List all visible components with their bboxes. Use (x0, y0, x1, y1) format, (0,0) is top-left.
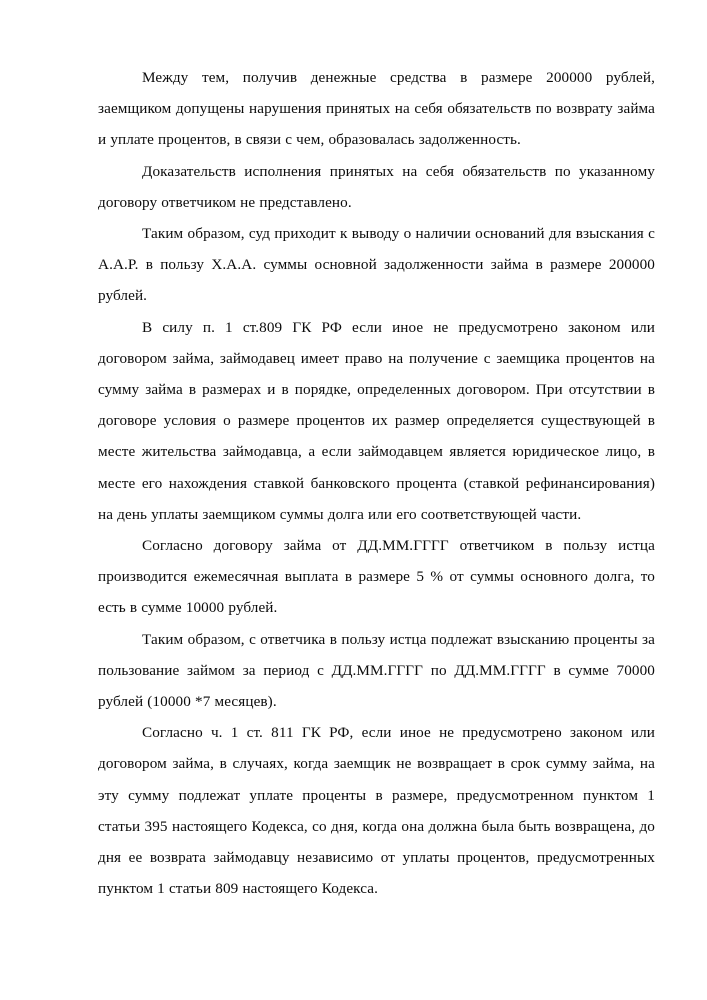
document-body (98, 62, 655, 904)
paragraph: Таким образом, с ответчика в пользу истца подлежат взысканию проценты за пользование займом за период с ДД.ММ.ГГГГ по ДД.ММ.ГГГГ в сумме 70000 рублей (10000 *7 месяцев). (98, 630, 655, 711)
paragraph: Согласно договору займа от ДД.ММ.ГГГГ ответчиком в пользу истца производится ежемесячная выплата в размере 5 % от суммы основного долга, то есть в сумме 10000 рублей. (98, 537, 655, 617)
paragraph: Между тем, получив денежные средства в размере 200000 рублей, заемщиком допущены нарушения принятых на себя обязательств по возврату займа и уплате процентов, в связи с чем, образовалась задолженность. (98, 69, 655, 149)
paragraph: Доказательств исполнения принятых на себя обязательств по указанному договору ответчиком не представлено. (98, 162, 655, 211)
paragraph: В силу п. 1 ст.809 ГК РФ если иное не предусмотрено законом или договором займа, займодавец имеет право на получение с заемщика процентов на сумму займа в размерах и в порядке, определенных договором. При отсутствии в договоре условия о размере процентов их размер определяется существующей в месте жительства займодавца, а если займодавцем является юридическое лицо, в месте его нахождения ставкой банковского процента (ставкой рефинансирования) на день уплаты заемщиком суммы долга или его соответствующей части. (98, 318, 655, 523)
paragraph: Таким образом, суд приходит к выводу о наличии оснований для взыскания с А.А.Р. в пользу Х.А.А. суммы основной задолженности займа в размере 200000 рублей. (98, 225, 655, 305)
paragraph: Согласно ч. 1 ст. 811 ГК РФ, если иное не предусмотрено законом или договором займа, в случаях, когда заемщик не возвращает в срок сумму займа, на эту сумму подлежат уплате проценты в размере, предусмотренном пунктом 1 статьи 395 настоящего Кодекса, со дня, когда она должна была быть возвращена, до дня ее возврата займодавцу независимо от уплаты процентов, предусмотренных пунктом 1 статьи 809 настоящего Кодекса. (98, 724, 655, 898)
